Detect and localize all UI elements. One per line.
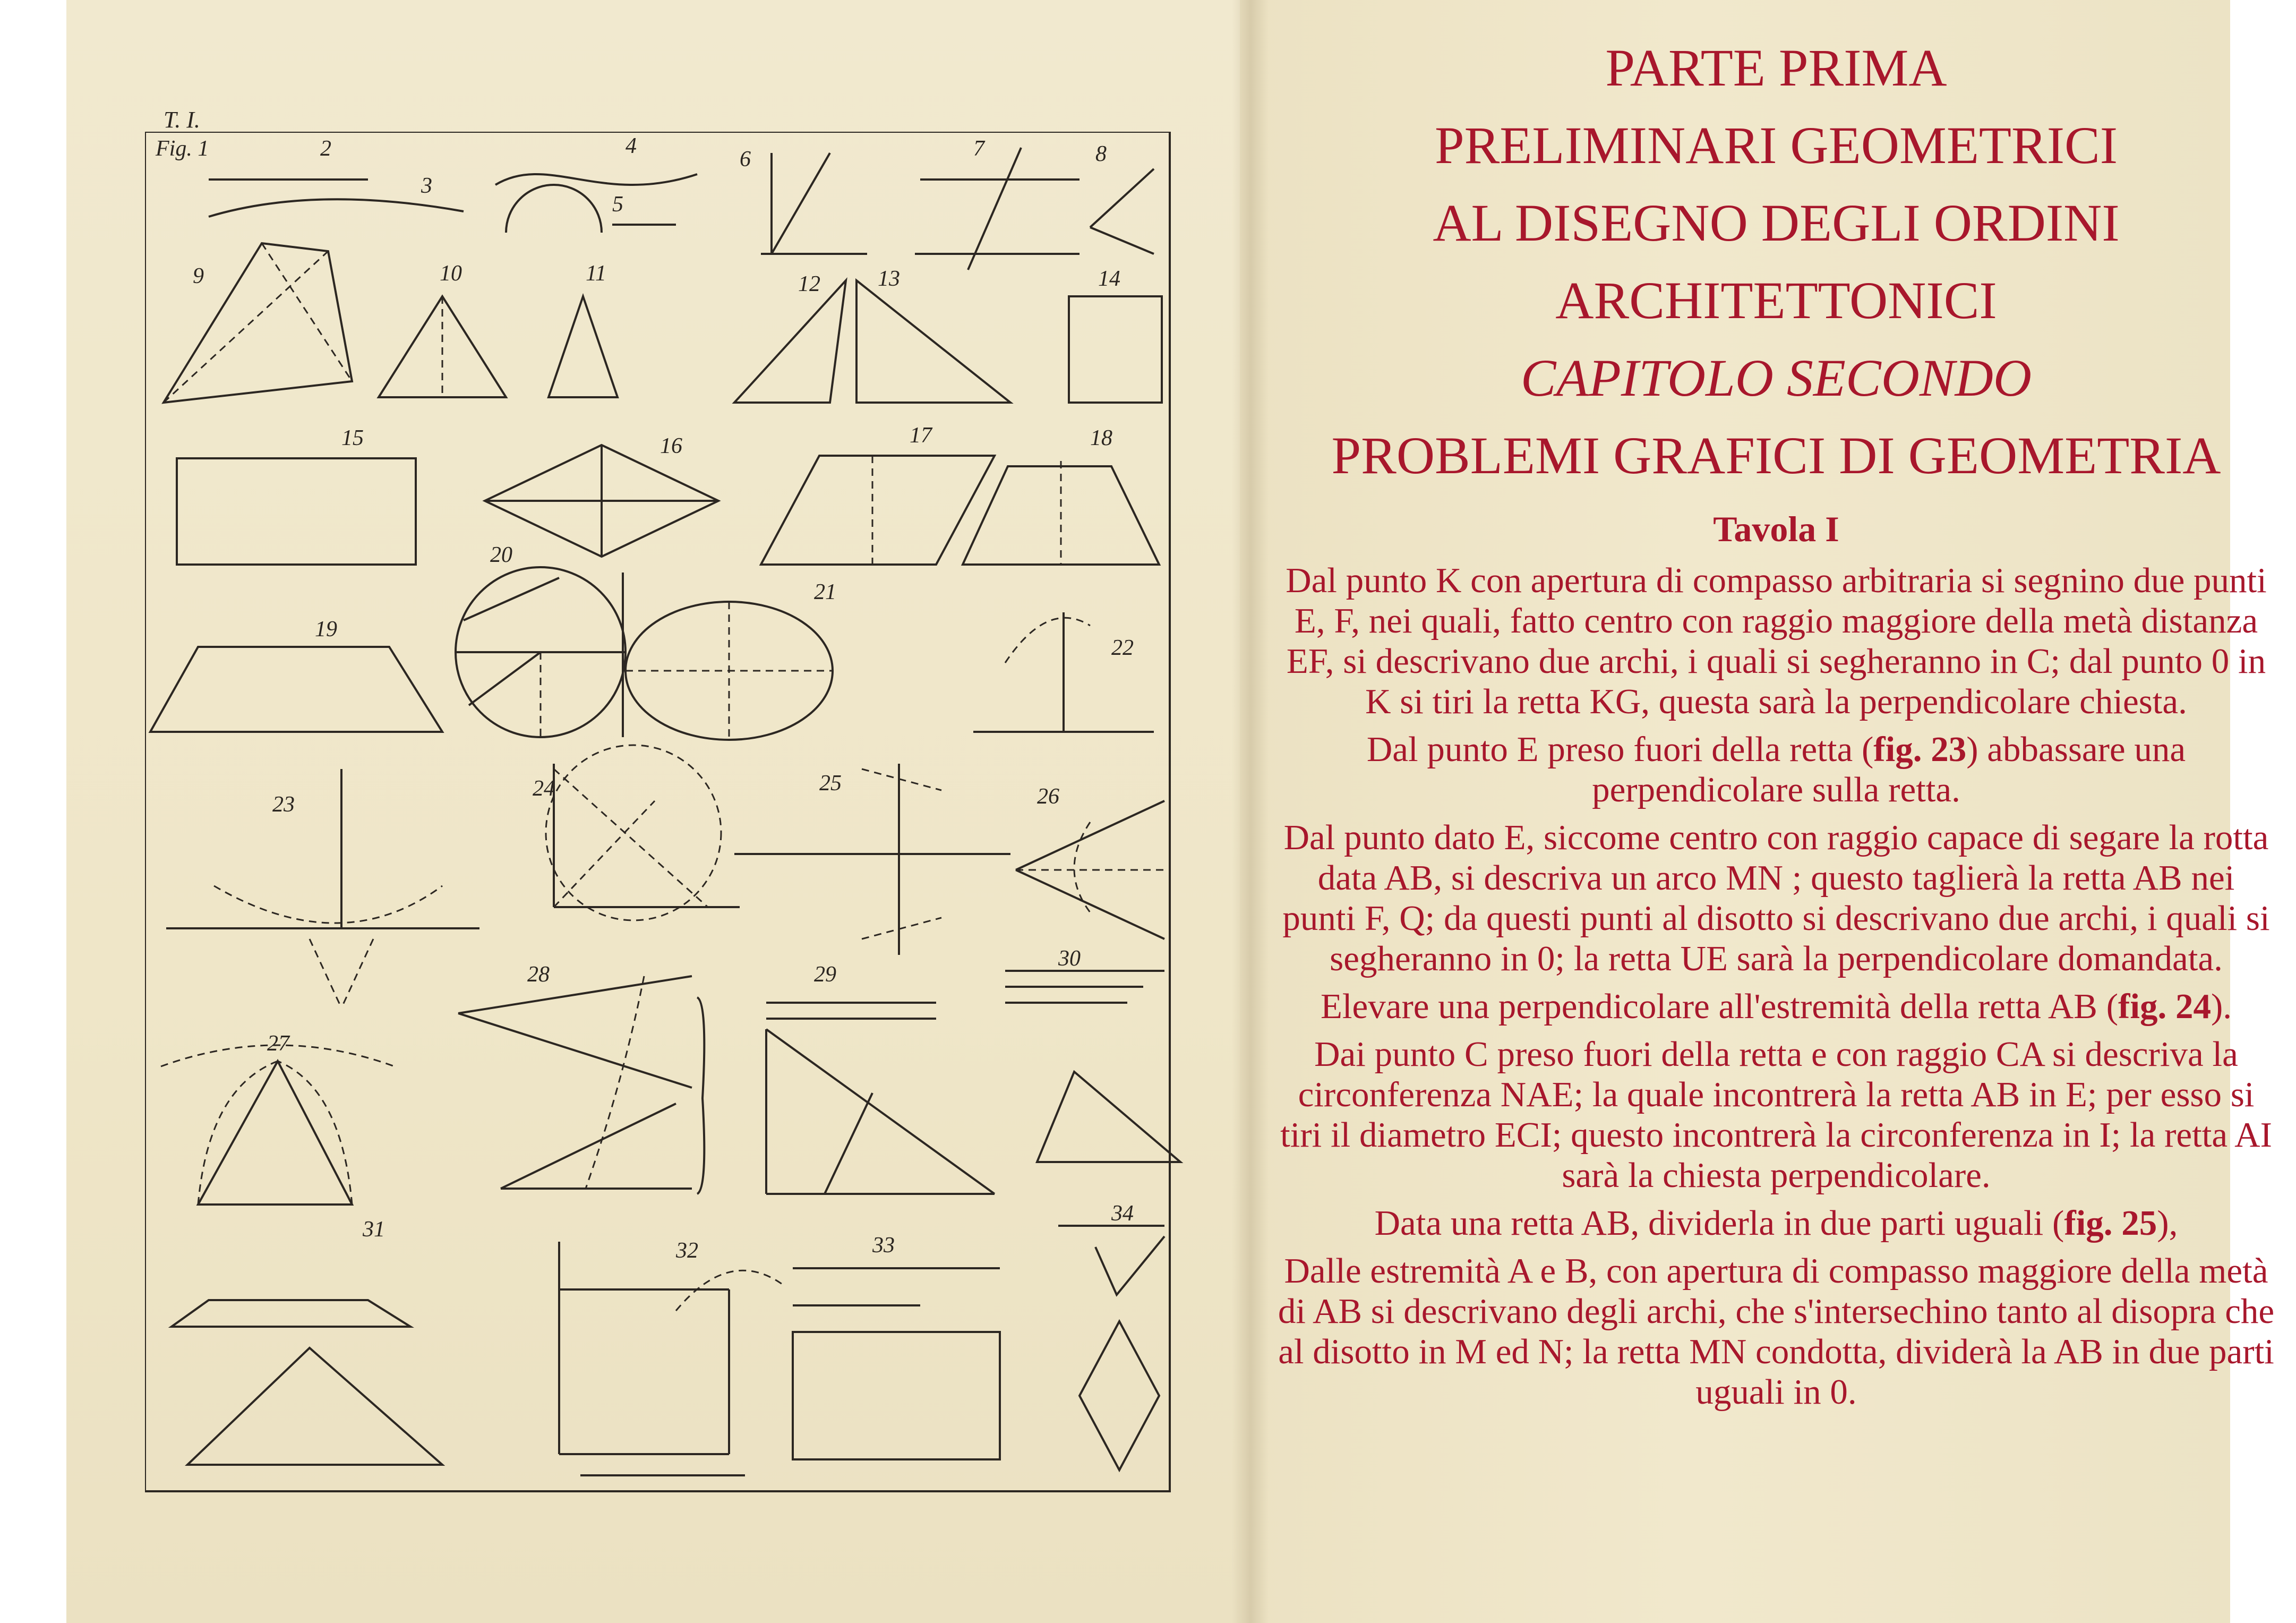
figure-7	[915, 136, 1080, 270]
paragraph-5: Dai punto C preso fuori della retta e con raggio CA si descriva la circonferenza NAE; la quale incontrerà la retta AB in E; per esso si tiri il diametro ECI; questo incontrerà la circonferenza in I; la retta AI sarà la chiesta perpendicolare.	[1280, 1035, 2272, 1195]
heading-line: AL DISEGNO DEGLI ORDINI	[1433, 193, 2120, 252]
chapter-title: CAPITOLO SECONDO	[1520, 348, 2032, 407]
figure-label: 32	[676, 1238, 698, 1263]
figure-label: 3	[421, 174, 432, 198]
figure-label: 9	[193, 264, 204, 288]
paragraph-4: Elevare una perpendicolare all'estremità della retta AB (fig. 24).	[1320, 987, 2232, 1026]
paragraph-6: Data una retta AB, dividerla in due parti uguali (fig. 25),	[1374, 1203, 2178, 1243]
figure-25	[734, 764, 1010, 955]
figure-28	[458, 962, 704, 1194]
figure-16	[485, 434, 718, 557]
figure-label: 7	[973, 136, 984, 161]
figure-19	[150, 617, 442, 732]
figure-10	[379, 261, 506, 397]
plate-label: T. I.	[164, 107, 200, 133]
figure-label: 15	[341, 426, 364, 450]
figure-label: 29	[814, 962, 836, 987]
figure-label: 23	[272, 792, 295, 817]
figure-label: 8	[1095, 142, 1107, 166]
figure-2	[320, 136, 331, 161]
figure-label: 12	[798, 272, 820, 296]
figure-17	[761, 423, 995, 565]
figure-18	[963, 426, 1159, 565]
figure-5	[506, 185, 676, 233]
figure-label: 17	[910, 423, 932, 448]
figure-20	[456, 543, 626, 737]
figure-label: Fig. 1	[156, 136, 209, 161]
figure-21	[626, 580, 836, 740]
figure-15	[177, 426, 416, 565]
figure-1	[155, 136, 368, 180]
figure-6	[740, 147, 867, 254]
figure-34	[1058, 1201, 1164, 1470]
figure-label: 4	[626, 134, 637, 158]
figure-label: 33	[872, 1233, 895, 1258]
figure-24	[533, 745, 740, 920]
figure-label: 10	[440, 261, 462, 286]
figure-label: 6	[740, 147, 751, 172]
figure-label: 18	[1090, 426, 1112, 450]
figure-27	[161, 1031, 395, 1205]
geometric-plate	[145, 132, 1228, 1513]
figure-13	[856, 267, 1010, 403]
figure-label: 19	[315, 617, 337, 642]
figure-9	[164, 243, 352, 403]
figure-11	[549, 261, 618, 397]
figure-31	[172, 1217, 442, 1465]
heading-line: PARTE PRIMA	[1605, 38, 1947, 97]
figure-29	[766, 962, 995, 1194]
figure-label: 24	[533, 776, 555, 801]
figure-label: 22	[1111, 636, 1134, 660]
figure-label: 26	[1037, 784, 1059, 809]
plate-page	[66, 0, 1240, 1623]
plate-border	[145, 132, 1170, 1491]
tavola-heading: Tavola I	[1713, 509, 1839, 549]
figure-label: 20	[490, 543, 512, 567]
figure-label: 13	[878, 267, 900, 291]
figure-23	[166, 769, 479, 1008]
figure-30	[1005, 946, 1180, 1162]
figure-label: 28	[527, 962, 550, 987]
figure-label: 2	[320, 136, 331, 161]
figure-label: 5	[612, 192, 623, 217]
figure-22	[973, 612, 1154, 732]
text-page	[1256, 0, 2296, 1623]
paragraph-2: Dal punto E preso fuori della retta (fig. 23) abbassare una perpendicolare sulla retta.	[1366, 730, 2186, 809]
book-spread	[66, 0, 2275, 1623]
figure-label: 30	[1058, 946, 1081, 971]
figure-4	[495, 134, 697, 185]
figure-26	[1016, 784, 1164, 939]
heading-line: PRELIMINARI GEOMETRICI	[1434, 116, 2118, 175]
figure-label: 16	[660, 434, 682, 458]
heading-line: ARCHITETTONICI	[1555, 271, 1997, 330]
figure-reference: fig. 25	[2064, 1203, 2157, 1243]
figure-32	[559, 1238, 782, 1475]
figure-label: 34	[1111, 1201, 1134, 1226]
paragraph-7: Dalle estremità A e B, con apertura di compasso maggiore della metà di AB si descrivano degli archi, che s'intersechino tanto al disopra che al disotto in M ed N; la retta MN condotta, dividerà la AB in due parti uguali in 0.	[1278, 1251, 2275, 1412]
figure-label: 31	[363, 1217, 385, 1242]
paragraph-1: Dal punto K con apertura di compasso arbitraria si segnino due punti E, F, nei quali, fatto centro con raggio maggiore della metà distanza EF, si descrivano due archi, i quali si segheranno in C; dal punto 0 in K si tiri la retta KG, questa sarà la perpendicolare chiesta.	[1286, 561, 2267, 721]
figure-label: 21	[814, 580, 836, 604]
figure-33	[793, 1233, 1000, 1459]
figure-14	[1069, 267, 1162, 403]
figure-label: 27	[267, 1031, 289, 1056]
figure-12	[734, 272, 846, 403]
figure-reference: fig. 23	[1873, 730, 1967, 769]
figure-label: 25	[819, 771, 842, 796]
subtitle: PROBLEMI GRAFICI DI GEOMETRIA	[1331, 426, 2221, 485]
paragraph-3: Dal punto dato E, siccome centro con raggio capace di segare la rotta data AB, si descriva un arco MN ; questo taglierà la retta AB nei punti F, Q; da questi punti al disotto si descrivano due archi, i quali si segheranno in 0; la retta UE sarà la perpendicolare domandata.	[1282, 818, 2270, 978]
figure-reference: fig. 24	[2118, 987, 2211, 1026]
figure-label: 11	[586, 261, 606, 286]
figure-8	[1090, 142, 1154, 254]
figure-label: 14	[1098, 267, 1120, 291]
